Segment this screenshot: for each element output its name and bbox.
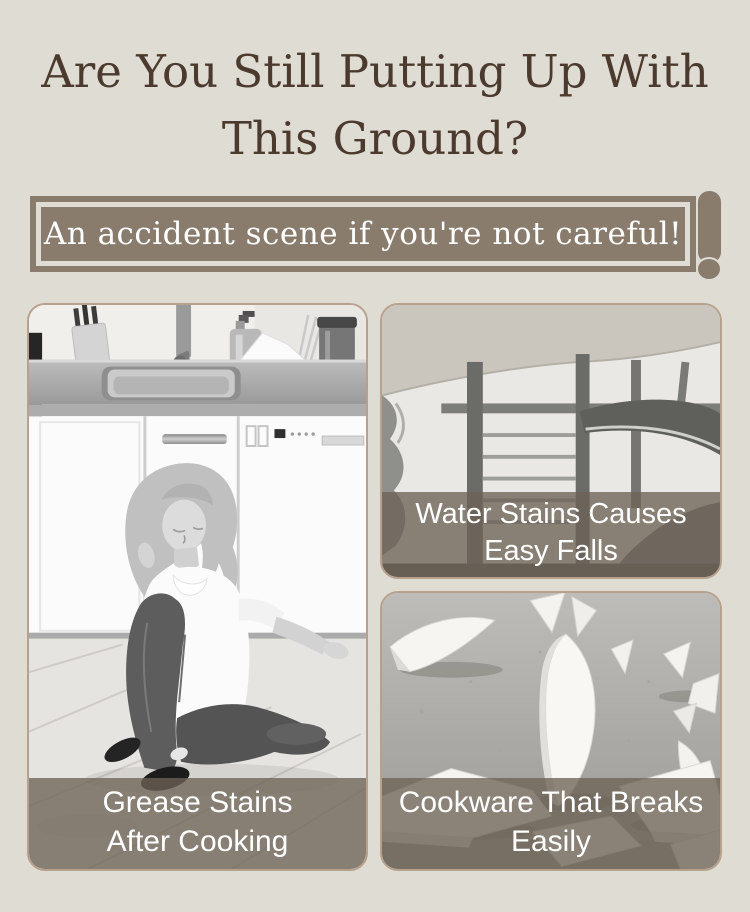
caption-grease-line-1: Grease Stains: [102, 786, 293, 819]
page-title-line-2: This Ground?: [221, 112, 529, 165]
caption-grease-stains: [29, 778, 366, 869]
caption-cookware-line-1: Cookware That Breaks: [398, 786, 704, 819]
card-broken-cookware: [380, 591, 722, 871]
accident-banner-fill: [41, 207, 685, 261]
page-title: [0, 38, 750, 172]
caption-cookware-line-2: Easily: [510, 825, 592, 858]
sink-basin: [102, 367, 241, 401]
caption-grease-line-2: After Cooking: [106, 825, 289, 858]
scroll-rod-decoration: [698, 191, 721, 263]
dishwasher-handle: [162, 434, 227, 444]
scroll-end-decoration: [696, 257, 722, 281]
face: [162, 500, 206, 552]
caption-broken-cookware: [382, 778, 720, 869]
card-water-stains: [380, 303, 722, 579]
caption-water-line-1: Water Stains Causes: [415, 498, 687, 530]
caption-water-stains: [382, 492, 720, 577]
accident-banner: [30, 196, 696, 272]
caption-water-line-2: Easy Falls: [484, 535, 618, 567]
card-grease-stains: [27, 303, 368, 871]
accident-banner-text: An accident scene if you're not careful!: [43, 216, 683, 252]
page-title-line-1: Are You Still Putting Up With: [41, 45, 709, 98]
